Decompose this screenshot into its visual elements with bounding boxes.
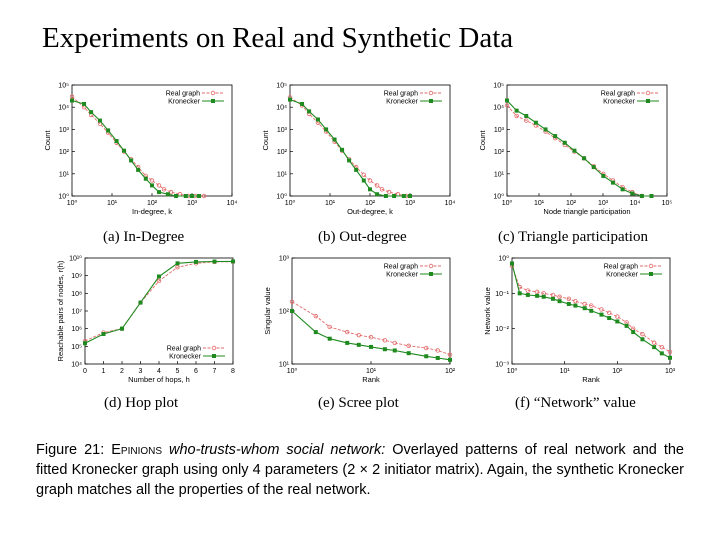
x-tick-label: 10²	[364, 200, 376, 207]
kronecker-point	[354, 168, 358, 172]
kronecker-point	[115, 139, 119, 143]
y-tick-label: 10⁴	[58, 104, 69, 112]
x-tick-label: 10³	[186, 200, 198, 207]
x-tick-label: 10¹	[324, 200, 336, 207]
caption-italic: who-trusts-whom social network:	[169, 442, 386, 458]
x-tick-label: 10³	[597, 200, 609, 207]
kronecker-point	[510, 261, 514, 265]
x-axis-label: Rank	[362, 375, 380, 384]
y-tick-label: 10¹	[278, 361, 289, 369]
y-tick-label: 10⁰	[58, 193, 69, 201]
y-tick-label: 10⁹	[71, 273, 82, 281]
x-tick-label: 10³	[404, 200, 416, 207]
x-tick-label: 0	[83, 368, 87, 375]
kronecker-point	[144, 177, 148, 181]
real-graph-point	[652, 341, 656, 345]
legend-label: Kronecker	[606, 271, 638, 279]
plot-frame	[290, 85, 450, 196]
kronecker-point	[333, 138, 337, 142]
x-tick-label: 10⁴	[629, 200, 641, 207]
x-tick-label: 10⁰	[506, 368, 518, 375]
caption-rest: Overlayed patterns of real network and the fitted Kronecker graph using only 4 parameters (2 × 2 initiator matrix). Again, the synthetic Kronecker graph matches all the properties of the real network.	[36, 442, 684, 498]
kronecker-point	[599, 313, 603, 317]
y-tick-label: 10²	[278, 308, 289, 316]
kronecker-point	[345, 341, 349, 345]
caption-f: (f) “Network” value	[515, 395, 636, 411]
y-tick-label: 10⁴	[71, 361, 82, 369]
y-tick-label: 10⁴	[493, 104, 504, 112]
x-tick-label: 10⁰	[284, 200, 296, 207]
x-tick-label: 10⁴	[444, 200, 456, 207]
kronecker-point	[592, 165, 596, 169]
legend-marker	[649, 272, 653, 276]
real-graph-point	[157, 184, 161, 188]
y-tick-label: 10³	[276, 126, 287, 134]
x-tick-label: 10¹	[365, 368, 377, 375]
kronecker-point	[542, 295, 546, 299]
real-graph-point	[368, 179, 372, 183]
kronecker-point	[157, 190, 161, 194]
kronecker-point	[314, 330, 318, 334]
kronecker-point	[384, 194, 388, 198]
chart-2	[261, 83, 455, 217]
caption-c: (c) Triangle participation	[498, 229, 648, 245]
y-tick-label: 10¹	[493, 171, 504, 179]
x-tick-label: 1	[101, 368, 106, 375]
x-tick-label: 10²	[565, 200, 577, 207]
kronecker-point	[518, 291, 522, 295]
x-axis-label: Rank	[582, 375, 600, 384]
kronecker-point	[357, 343, 361, 347]
y-axis-label: Count	[43, 130, 52, 151]
kronecker-point	[106, 128, 110, 132]
y-tick-label: 10³	[493, 126, 504, 134]
y-tick-label: 10²	[276, 149, 287, 157]
kronecker-point	[197, 194, 201, 198]
x-tick-label: 10²	[612, 368, 623, 375]
x-axis-label: Node triangle participation	[543, 207, 631, 216]
kronecker-point	[652, 345, 656, 349]
legend-marker	[212, 354, 216, 358]
caption-a: (a) In-Degree	[103, 229, 185, 245]
kronecker-point	[515, 109, 519, 113]
x-tick-label: 10¹	[106, 200, 118, 207]
y-axis-label: Network value	[483, 287, 492, 335]
kronecker-point	[213, 260, 217, 264]
kronecker-point	[668, 356, 672, 360]
legend-marker	[212, 346, 216, 350]
y-tick-label: 10⁵	[493, 82, 504, 90]
kronecker-point	[535, 294, 539, 298]
kronecker-point	[150, 183, 154, 187]
kronecker-point	[558, 299, 562, 303]
kronecker-point	[402, 194, 406, 198]
y-tick-label: 10⁻³	[495, 361, 509, 369]
legend-marker	[649, 264, 653, 268]
kronecker-point	[601, 174, 605, 178]
kronecker-point	[139, 301, 143, 305]
kronecker-point	[184, 194, 188, 198]
legend-label: Real graph	[603, 263, 638, 271]
x-tick-label: 6	[194, 368, 198, 375]
y-tick-label: 10⁸	[71, 290, 82, 298]
x-tick-label: 7	[212, 368, 217, 375]
kronecker-point	[375, 192, 379, 196]
legend-label: Kronecker	[603, 98, 635, 106]
kronecker-point	[544, 127, 548, 131]
chart-5	[263, 256, 456, 385]
legend-marker	[429, 99, 433, 103]
plot-frame	[85, 258, 233, 364]
y-tick-label: 10⁵	[71, 343, 82, 351]
real-graph-point	[660, 345, 664, 349]
x-tick-label: 10²	[146, 200, 158, 207]
y-axis-label: Count	[261, 130, 270, 151]
kronecker-point	[307, 109, 311, 113]
kronecker-point	[157, 274, 161, 278]
x-tick-label: 3	[138, 368, 143, 375]
chart-3	[478, 83, 672, 217]
legend-label: Real graph	[383, 263, 418, 271]
y-tick-label: 10⁰	[493, 193, 504, 201]
y-tick-label: 10¹	[276, 171, 287, 179]
kronecker-point	[567, 302, 571, 306]
legend-marker	[429, 91, 433, 95]
chart-4	[56, 255, 235, 385]
legend-marker	[211, 99, 215, 103]
real-graph-point	[362, 173, 366, 177]
kronecker-point	[572, 149, 576, 153]
y-axis-label: Count	[478, 130, 487, 151]
x-tick-label: 10¹	[533, 200, 545, 207]
kronecker-point	[582, 156, 586, 160]
x-tick-label: 10⁵	[661, 200, 673, 207]
slide-title: Experiments on Real and Synthetic Data	[42, 22, 514, 54]
x-tick-label: 10⁴	[226, 200, 238, 207]
kronecker-point	[640, 337, 644, 341]
kronecker-point	[607, 316, 611, 320]
kronecker-point	[631, 330, 635, 334]
kronecker-line	[85, 261, 233, 343]
kronecker-point	[534, 121, 538, 125]
y-tick-label: 10⁰	[276, 193, 287, 201]
y-tick-label: 10⁰	[498, 255, 509, 263]
y-axis-label: Singular value	[263, 287, 272, 335]
x-axis-label: In-degree, k	[131, 207, 173, 216]
real-graph-point	[600, 308, 604, 312]
kronecker-line	[72, 98, 200, 197]
kronecker-point	[83, 341, 87, 345]
y-tick-label: 10³	[278, 255, 289, 263]
kronecker-point	[505, 99, 509, 103]
y-axis-label: Reachable pairs of nodes, r(h)	[56, 260, 65, 362]
kronecker-line	[290, 100, 410, 196]
x-tick-label: 8	[231, 368, 235, 375]
kronecker-point	[129, 158, 133, 162]
kronecker-point	[589, 309, 593, 313]
kronecker-point	[436, 356, 440, 360]
kronecker-point	[136, 168, 140, 172]
kronecker-point	[551, 297, 555, 301]
kronecker-point	[82, 102, 86, 106]
kronecker-point	[324, 127, 328, 131]
kronecker-point	[190, 194, 194, 198]
kronecker-point	[120, 327, 124, 331]
kronecker-point	[424, 354, 428, 358]
kronecker-point	[383, 347, 387, 351]
legend-label: Real graph	[166, 345, 201, 353]
kronecker-point	[102, 332, 106, 336]
kronecker-point	[660, 351, 664, 355]
legend-label: Kronecker	[169, 353, 201, 361]
plot-frame	[507, 85, 667, 196]
kronecker-point	[393, 348, 397, 352]
kronecker-point	[122, 149, 126, 153]
kronecker-point	[290, 309, 294, 313]
caption-e: (e) Scree plot	[318, 395, 399, 411]
real-graph-point	[150, 179, 154, 183]
x-axis-label: Out-degree, k	[347, 207, 393, 216]
kronecker-point	[300, 102, 304, 106]
caption-label: Figure 21:	[36, 442, 105, 458]
kronecker-point	[408, 194, 412, 198]
kronecker-point	[407, 351, 411, 355]
x-tick-label: 4	[157, 368, 161, 375]
kronecker-point	[340, 148, 344, 152]
caption-d: (d) Hop plot	[104, 395, 179, 411]
x-tick-label: 2	[120, 368, 124, 375]
real-graph-point	[616, 315, 620, 319]
caption-b: (b) Out-degree	[318, 229, 407, 245]
kronecker-point	[89, 110, 93, 114]
legend-marker	[211, 91, 215, 95]
kronecker-point	[328, 337, 332, 341]
kronecker-point	[611, 181, 615, 185]
kronecker-point	[526, 293, 530, 297]
caption-dataset: Epinions	[111, 442, 163, 458]
y-tick-label: 10¹⁰	[69, 255, 82, 263]
kronecker-point	[649, 194, 653, 198]
x-axis-label: Number of hops, h	[128, 375, 190, 384]
real-graph-point	[607, 311, 611, 315]
kronecker-point	[448, 358, 452, 362]
kronecker-point	[316, 117, 320, 121]
plot-frame	[72, 85, 232, 196]
kronecker-point	[630, 191, 634, 195]
y-tick-label: 10⁵	[58, 82, 69, 90]
y-tick-label: 10¹	[58, 171, 69, 179]
kronecker-point	[392, 194, 396, 198]
y-tick-label: 10²	[493, 149, 504, 157]
kronecker-point	[615, 319, 619, 323]
y-tick-label: 10⁻²	[495, 326, 509, 334]
kronecker-point	[194, 260, 198, 264]
x-tick-label: 10³	[664, 368, 676, 375]
kronecker-point	[176, 261, 180, 265]
kronecker-point	[553, 134, 557, 138]
kronecker-point	[98, 119, 102, 123]
kronecker-point	[174, 194, 178, 198]
y-tick-label: 10²	[58, 149, 69, 157]
kronecker-point	[166, 192, 170, 196]
legend-label: Kronecker	[168, 98, 200, 106]
legend-marker	[646, 91, 650, 95]
y-tick-label: 10⁷	[71, 308, 82, 316]
chart-6	[483, 255, 676, 385]
kronecker-point	[368, 187, 372, 191]
kronecker-point	[70, 99, 74, 103]
figure-caption	[36, 440, 684, 500]
kronecker-point	[362, 178, 366, 182]
legend-label: Real graph	[383, 90, 418, 98]
y-tick-label: 10⁻¹	[495, 290, 509, 298]
legend-label: Kronecker	[386, 98, 418, 106]
x-tick-label: 10⁰	[286, 368, 298, 375]
kronecker-point	[369, 345, 373, 349]
legend-marker	[429, 264, 433, 268]
legend-marker	[429, 272, 433, 276]
legend-label: Kronecker	[386, 271, 418, 279]
kronecker-point	[524, 114, 528, 118]
kronecker-point	[583, 306, 587, 310]
y-tick-label: 10⁴	[276, 104, 287, 112]
kronecker-point	[621, 187, 625, 191]
y-tick-label: 10⁶	[71, 326, 82, 334]
legend-label: Real graph	[600, 90, 635, 98]
chart-1	[43, 83, 237, 217]
y-tick-label: 10⁵	[276, 82, 287, 90]
kronecker-point	[573, 304, 577, 308]
kronecker-point	[288, 98, 292, 102]
y-tick-label: 10³	[58, 126, 69, 134]
kronecker-point	[231, 259, 235, 263]
x-tick-label: 10¹	[559, 368, 570, 375]
legend-label: Real graph	[165, 90, 200, 98]
x-tick-label: 10⁰	[501, 200, 513, 207]
x-tick-label: 10⁰	[66, 200, 78, 207]
kronecker-point	[563, 141, 567, 145]
legend-marker	[646, 99, 650, 103]
kronecker-point	[625, 324, 629, 328]
x-tick-label: 5	[175, 368, 180, 375]
kronecker-point	[640, 194, 644, 198]
x-tick-label: 10²	[444, 368, 456, 375]
real-graph-line	[85, 262, 233, 341]
kronecker-point	[347, 158, 351, 162]
kronecker-line	[507, 98, 652, 197]
